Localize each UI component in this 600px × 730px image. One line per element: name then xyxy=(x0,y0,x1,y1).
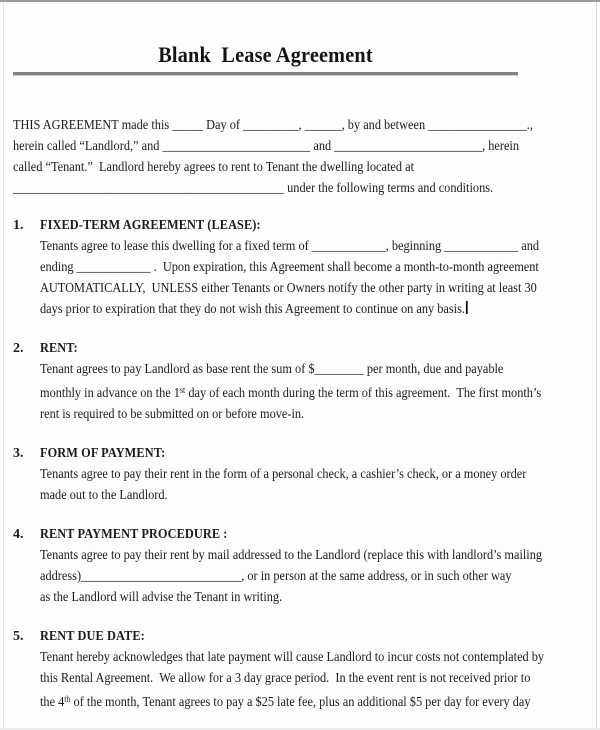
document-page xyxy=(13,0,545,713)
section-item xyxy=(13,524,543,608)
section-number: 3. xyxy=(13,446,24,461)
text-segment: of the month, Tenant agrees to pay a $25 late fee, plus an additional $5 per day for every day xyxy=(70,695,531,710)
superscript: th xyxy=(64,694,71,704)
document-title: Blank Lease Agreement xyxy=(158,42,373,67)
section-heading: RENT DUE DATE: xyxy=(40,629,145,644)
intro-line: herein called “Landlord,” and ________________________ and ________________________, herein xyxy=(13,139,520,154)
text-segment: monthly in advance on the 1 xyxy=(40,386,180,401)
section-line: rent is required to be submitted on or before move-in. xyxy=(40,407,305,422)
section-body xyxy=(40,647,545,713)
section-body xyxy=(40,545,543,608)
section-line: made out to the Landlord. xyxy=(40,488,168,503)
section-line: address)__________________________, or in person at the same address, or in such other way xyxy=(40,569,512,584)
text-cursor xyxy=(466,301,468,314)
section-item xyxy=(13,338,542,425)
section-line: ending ____________ . Upon expiration, this Agreement shall become a month-to-month agreement xyxy=(40,260,539,275)
section-body xyxy=(40,464,527,506)
section-line xyxy=(40,689,531,713)
section-heading: RENT: xyxy=(40,341,78,356)
section-body xyxy=(40,359,542,425)
section-line: Tenants agree to lease this dwelling for a fixed term of ____________, beginning ____________ and xyxy=(40,239,540,254)
section-line: Tenant hereby acknowledges that late payment will cause Landlord to incur costs not contemplated by xyxy=(40,650,545,665)
section-line: this Rental Agreement. We allow for a 3 day grace period. In the event rent is not received prior to xyxy=(40,671,531,686)
sections-list xyxy=(13,215,545,713)
section-line: Tenants agree to pay their rent in the form of a personal check, a cashier’s check, or a money order xyxy=(40,467,527,482)
section-line: Tenants agree to pay their rent by mail addressed to the Landlord (replace this with landlord’s mailing xyxy=(40,548,543,563)
text-segment: day of each month during the term of this agreement. The first month’s xyxy=(185,386,542,401)
text-segment: the 4 xyxy=(40,695,65,710)
section-item xyxy=(13,443,527,506)
section-heading: FORM OF PAYMENT: xyxy=(40,446,166,461)
section-line xyxy=(40,299,465,320)
intro-line: ____________________________________________ under the following terms and conditions. xyxy=(13,181,494,196)
section-number: 1. xyxy=(13,218,24,233)
intro-paragraph xyxy=(13,115,533,199)
section-number: 2. xyxy=(13,341,24,356)
section-line: as the Landlord will advise the Tenant in writing. xyxy=(40,590,283,605)
intro-line: THIS AGREEMENT made this _____ Day of _________, ______, by and between ________________., xyxy=(13,118,533,133)
section-body xyxy=(40,236,540,320)
section-item xyxy=(13,626,545,713)
section-number: 5. xyxy=(13,629,24,644)
section-heading: RENT PAYMENT PROCEDURE : xyxy=(40,527,228,542)
page-right-edge xyxy=(596,2,597,730)
section-line xyxy=(40,380,542,404)
text-segment: days prior to expiration that they do not wish this Agreement to continue on any basis. xyxy=(40,302,465,317)
section-item xyxy=(13,215,540,320)
page-left-edge xyxy=(3,2,4,730)
section-heading: FIXED-TERM AGREEMENT (LEASE): xyxy=(40,218,261,233)
superscript: st xyxy=(179,385,186,395)
section-number: 4. xyxy=(13,527,24,542)
section-line: AUTOMATICALLY, UNLESS either Tenants or Owners notify the other party in writing at least 30 xyxy=(40,281,537,296)
intro-line: called “Tenant.” Landlord hereby agrees to rent to Tenant the dwelling located at xyxy=(13,160,415,175)
section-line: Tenant agrees to pay Landlord as base rent the sum of $________ per month, due and payable xyxy=(40,362,504,377)
title-rule xyxy=(13,72,518,75)
